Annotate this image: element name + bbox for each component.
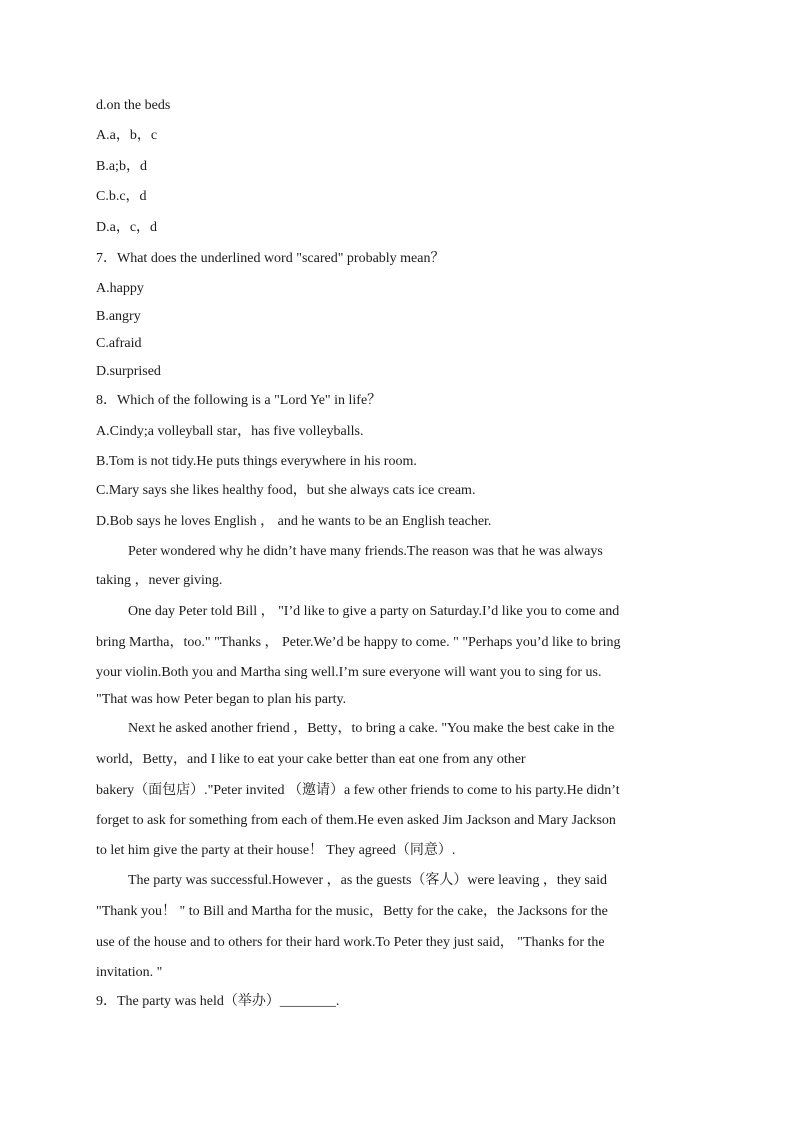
q8-option-c: C.Mary says she likes healthy food，but she always cats ice cream. — [96, 483, 476, 498]
q6-option-c: C.b.c，d — [96, 189, 147, 204]
passage-p4-line: The party was successful.However ，as the guests（客人）were leaving ，they said — [128, 873, 607, 888]
passage-p4-line: "Thank you！ " to Bill and Martha for the music，Betty for the cake，the Jacksons for the — [96, 904, 608, 919]
q7-option-c: C.afraid — [96, 336, 142, 351]
q8-question: 8．Which of the following is a "Lord Ye" in life？ — [96, 393, 382, 408]
passage-p3-line: Next he asked another friend ，Betty，to bring a cake. "You make the best cake in the — [128, 721, 615, 736]
q7-option-b: B.angry — [96, 309, 141, 324]
q7-option-a: A.happy — [96, 281, 144, 296]
passage-p3-line: world，Betty，and I like to eat your cake better than eat one from any other — [96, 752, 526, 767]
passage-p2-line: "That was how Peter began to plan his party. — [96, 692, 347, 707]
q6-option-b: B.a;b，d — [96, 159, 147, 174]
passage-p2-line: One day Peter told Bill ， "I’d like to give a party on Saturday.I’d like you to come and — [128, 604, 620, 619]
q8-option-d: D.Bob says he loves English ， and he wants to be an English teacher. — [96, 514, 492, 529]
passage-p3-line: forget to ask for something from each of them.He even asked Jim Jackson and Mary Jackson — [96, 813, 616, 828]
q7-question: 7．What does the underlined word "scared" probably mean？ — [96, 251, 445, 266]
q7-option-d: D.surprised — [96, 364, 161, 379]
q8-option-b: B.Tom is not tidy.He puts things everywhere in his room. — [96, 454, 417, 469]
passage-p4-line: invitation. " — [96, 965, 163, 980]
q6-item-d: d.on the beds — [96, 98, 171, 113]
passage-p2-line: your violin.Both you and Martha sing well.I’m sure everyone will want you to sing for us. — [96, 665, 602, 680]
q8-option-a: A.Cindy;a volleyball star，has five volleyballs. — [96, 424, 364, 439]
q9-question: 9．The party was held（举办）________. — [96, 994, 340, 1009]
passage-p1-line: Peter wondered why he didn’t have many friends.The reason was that he was always — [128, 544, 603, 559]
passage-p1-line: taking ，never giving. — [96, 573, 223, 588]
passage-p2-line: bring Martha，too." "Thanks ， Peter.We’d be happy to come. " "Perhaps you’d like to bring — [96, 635, 621, 650]
q6-option-d: D.a，c，d — [96, 220, 158, 235]
passage-p4-line: use of the house and to others for their hard work.To Peter they just said， "Thanks for the — [96, 935, 605, 950]
passage-p3-line: bakery（面包店）."Peter invited （邀请）a few other friends to come to his party.He didn’t — [96, 783, 620, 798]
passage-p3-line: to let him give the party at their house！ They agreed（同意）. — [96, 843, 456, 858]
q6-option-a: A.a，b，c — [96, 128, 158, 143]
